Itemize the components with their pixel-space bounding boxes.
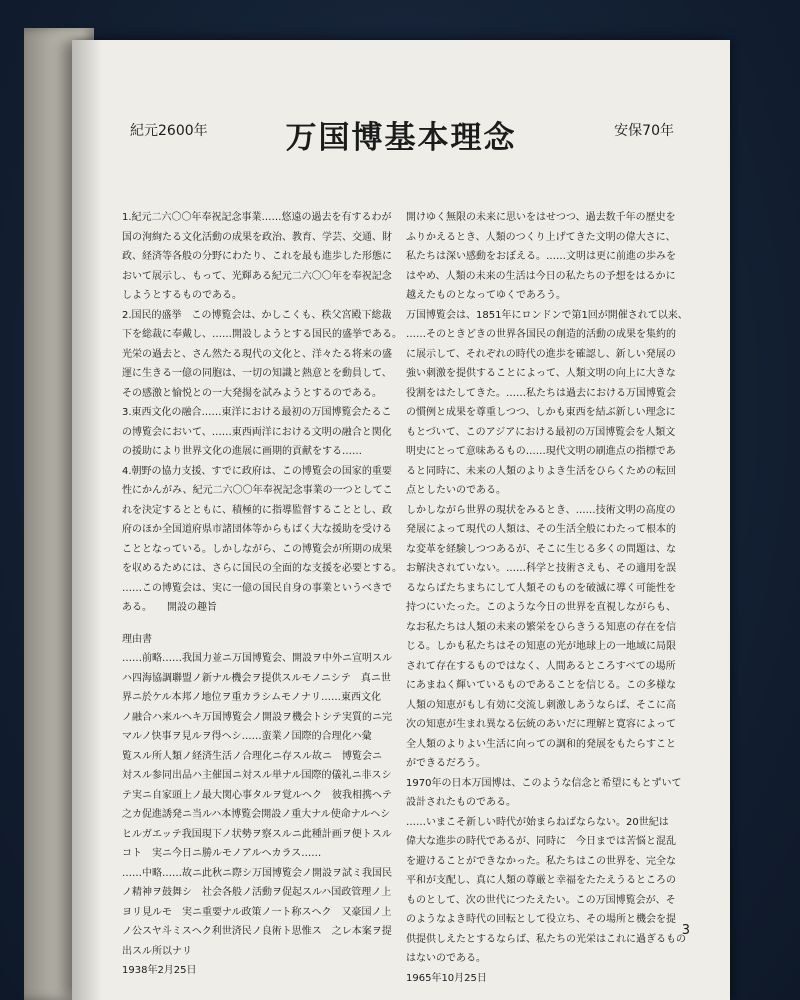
text-line: を収めるためには、さらに国民の全面的な支援を必要とする。 (122, 563, 402, 574)
text-line: ヨリ見ルモ 実ニ重要ナル政策ノ一ト称スヘク 又豪国ノ上 (122, 906, 392, 918)
right-date: 1965年10月25日 (406, 972, 487, 984)
text-line: 対スル参同出品ハ主催国ニ対スル単ナル国際的儀礼ニ非スシ (122, 770, 392, 781)
text-line: 2.国民的盛挙 この博覧会は、かしこくも、秩父宮殿下総裁 (122, 309, 392, 321)
text-line: じる。しかも私たちはその知恵の光が地球上の一地域に局限 (406, 641, 676, 652)
text-line: テ実ニ自家頭上ノ最大関心事タルヲ覚ルヘク 彼我相携ヘテ (122, 789, 392, 801)
text-line: ノ融合ハ来ルヘキ万国博覧会ノ開設ヲ機会トシテ実質的ニ完 (122, 711, 392, 723)
text-line: 人類の知恵がもし有効に交流し刺激しあうならば、そこに高 (406, 699, 676, 711)
text-line: 運に生きる一億の同胞は、一切の知識と熱意とを動員して、 (122, 368, 392, 379)
text-line: に展示して、それぞれの時代の進歩を確認し、新しい発展の (406, 348, 676, 360)
text-line: しようとするものである。 (122, 290, 242, 301)
text-line: ると同時に、未来の人類のよりよき生活をひらくための転回 (406, 465, 676, 477)
text-line: 光栄の過去と、さん然たる現代の文化と、洋々たる将来の盛 (122, 348, 392, 360)
text-line: のようなよき時代の回転として役立ち、その場所と機会を提 (406, 914, 676, 925)
text-line: るならばたちまちにして人類そのものを破滅に導く可能性を (406, 582, 676, 594)
text-line: の援助により世界文化の進展に画期的貢献をする…… (122, 446, 362, 457)
text-line: ……中略……故ニ此秋ニ際シ万国博覧会ノ開設ヲ試ミ我国民 (122, 867, 392, 879)
text-line: ……いまこそ新しい時代が始まらねばならない。20世紀は (406, 816, 669, 828)
text-line: 設計されたものである。 (406, 797, 516, 808)
text-line: 之カ促進誘発ニ当ルハ本博覧会開設ノ重大ナル使命ナルヘシ (122, 809, 391, 820)
text-line: コト 実ニ今日ニ勝ルモノアルヘカラス…… (122, 848, 322, 859)
left-date: 1938年2月25日 (122, 965, 197, 976)
text-line: ノ公スヤ斗ミスヘク利世済民ノ良術ト思惟ス 之レ本案ヲ提 (122, 926, 392, 937)
text-line: 点としたいのである。 (406, 485, 506, 496)
text-line: の慣例と成果を尊重しつつ、しかも東西を結ぶ新しい理念に (406, 407, 676, 418)
text-line: 界ニ於ケル本邦ノ地位ヲ重カラシムモノナリ……東西文化 (122, 692, 381, 703)
text-line: 明史にとって意味あるもの……現代文明の刷進点の指標であ (406, 446, 676, 457)
text-line: ……この博覧会は、実に一億の国民自身の事業というべきで (122, 582, 392, 594)
text-line: 覧スル所人類ノ経済生活ノ合理化ニ存スル故ニ 博覧会ニ (122, 750, 382, 762)
text-line: その感激と愉悦との一大発揚を試みようとするのである。 (122, 387, 382, 399)
text-line: もとづいて、このアジアにおける最初の万国博覧会を人類文 (406, 426, 676, 438)
right-column (406, 208, 692, 988)
reason-heading: 理由書 (122, 633, 152, 645)
text-line: 下を総裁に奉戴し、……開設しようとする国民的盛挙である。 (122, 329, 402, 340)
text-line: ハ四海協調聯盟ノ新ナル機会ヲ提供スルモノニシテ 真ニ世 (122, 672, 391, 684)
text-line: 府のほか全国道府県市諸団体等からもばく大な援助を受ける (122, 524, 392, 535)
text-line: 供提供しえたとするならば、私たちの光栄はこれに過ぎるもの (406, 933, 686, 945)
text-line: 偉大な進歩の時代であるが、同時に 今日までは苦悩と混乱 (406, 836, 676, 847)
text-line: 1970年の日本万国博は、このような信念と希望にもとずいて (406, 777, 682, 789)
text-line: 3.東西文化の融合……東洋における最初の万国博覧会たるこ (122, 407, 392, 418)
text-line: しかしながら世界の現状をみるとき、……技術文明の高度の (406, 504, 676, 516)
text-line: 私たちは深い感動をおぼえる。……文明は更に前進の歩みを (406, 251, 676, 262)
text-line: 国の洵絢たる文化活動の成果を政治、教育、学芸、交通、財 (122, 231, 392, 243)
text-line: ……そのときどきの世界各国民の創造的活動の成果を集約的 (406, 329, 676, 340)
text-line: なお私たちは人類の未来の繁栄をひらきうる知恵の存在を信 (406, 621, 676, 633)
text-line: はないのである。 (406, 953, 486, 964)
text-line: 役割をはたしてきた。……私たちは過去における万国博覧会 (406, 387, 676, 399)
document-page (72, 40, 730, 1000)
text-line: れを決定するとともに、積極的に指導監督することとし、政 (122, 504, 392, 516)
text-line: 万国博覧会は、1851年にロンドンで第1回が開催されて以来、 (406, 309, 688, 321)
text-line: マルノ快事ヲ見ルヲ得ヘシ……蛮業ノ国際的合理化ハ彙 (122, 731, 372, 742)
text-line: 発展によって現代の人類は、その生活全般にわたって根本的 (406, 524, 676, 535)
text-line: な変革を経験しつつあるが、そこに生じる多くの問題は、な (406, 543, 676, 555)
text-line: 次の知恵が生まれ異なる伝統のあいだに理解と寛容によって (406, 719, 676, 730)
text-line: お解決されていない。……科学と技術さえも、その適用を誤 (406, 563, 676, 574)
spine-shadow (72, 40, 102, 1000)
text-line: こととなっている。しかしながら、この博覧会が所期の成果 (122, 543, 392, 555)
text-line: 政、経済等各般の分野にわたり、これを最も進歩した形態に (122, 251, 392, 262)
text-line: はやめ、人類の未来の生活は今日の私たちの予想をはるかに (406, 270, 676, 282)
text-line: 開けゆく無限の未来に思いをはせつつ、過去数千年の歴史を (406, 212, 676, 223)
page-number: 3 (681, 923, 690, 938)
text-line: 平和が支配し、真に人類の尊厳と幸福をたたえうるところの (406, 875, 676, 886)
text-line: ふりかえるとき、人類のつくり上げてきた文明の偉大さに、 (406, 231, 676, 243)
text-line: ヒルガエッテ我国現下ノ状勢ヲ察スルニ此種計画ヲ便トスル (122, 828, 392, 840)
text-line: ができるだろう。 (406, 758, 486, 769)
text-line: 1.紀元二六〇〇年奉祝記念事業……悠遠の過去を有するわが (122, 212, 392, 223)
text-line: にあまねく輝いているものであることを信じる。この多様な (406, 680, 676, 691)
text-line: されて存在するものではなく、人間あるところすべての場所 (406, 660, 676, 672)
text-line: 全人類のよりよい生活に向っての調和的発展をもたらすこと (406, 738, 676, 750)
text-line: ある。 開設の趣旨 (122, 602, 217, 613)
reason-text (122, 649, 408, 961)
text-line: ……前略……我国力並ニ万国博覧会、開設ヲ中外ニ宣明スル (122, 653, 392, 664)
left-column-text (122, 208, 408, 618)
text-line: 強い刺激を提供することによって、人類文明の向上に大きな (406, 368, 676, 379)
text-line: ものとして、次の世代につたえたい。この万国博覧会が、そ (406, 894, 676, 906)
text-line: 持つにいたった。このような今日の世界を直視しながらも、 (406, 602, 676, 613)
header-right-label: 安保70年 (614, 123, 674, 139)
right-column-text (406, 208, 692, 969)
text-line: 性にかんがみ、紀元二六〇〇年奉祝記念事業の一つとしてこ (122, 485, 393, 496)
text-line: 4.朝野の協力支援、すでに政府は、この博覧会の国家的重要 (122, 465, 392, 477)
header-left-label: 紀元2600年 (130, 123, 208, 139)
page-title: 万国博基本理念 (285, 120, 517, 156)
text-line: の博覧会において、……東西両洋における文明の融合と関化 (122, 426, 392, 438)
text-line: 越えたものとなってゆくであろう。 (406, 290, 566, 301)
left-column (122, 208, 408, 981)
text-line: 出スル所以ナリ (122, 945, 192, 957)
text-line: を避けることができなかった。私たちはこの世界を、完全な (406, 855, 676, 867)
text-line: ノ精神ヲ鼓舞シ 社会各般ノ活動ヲ促起スルハ国政管理ノ上 (122, 887, 392, 898)
text-line: おいて展示し、もって、光輝ある紀元二六〇〇年を奉祝記念 (122, 270, 392, 282)
